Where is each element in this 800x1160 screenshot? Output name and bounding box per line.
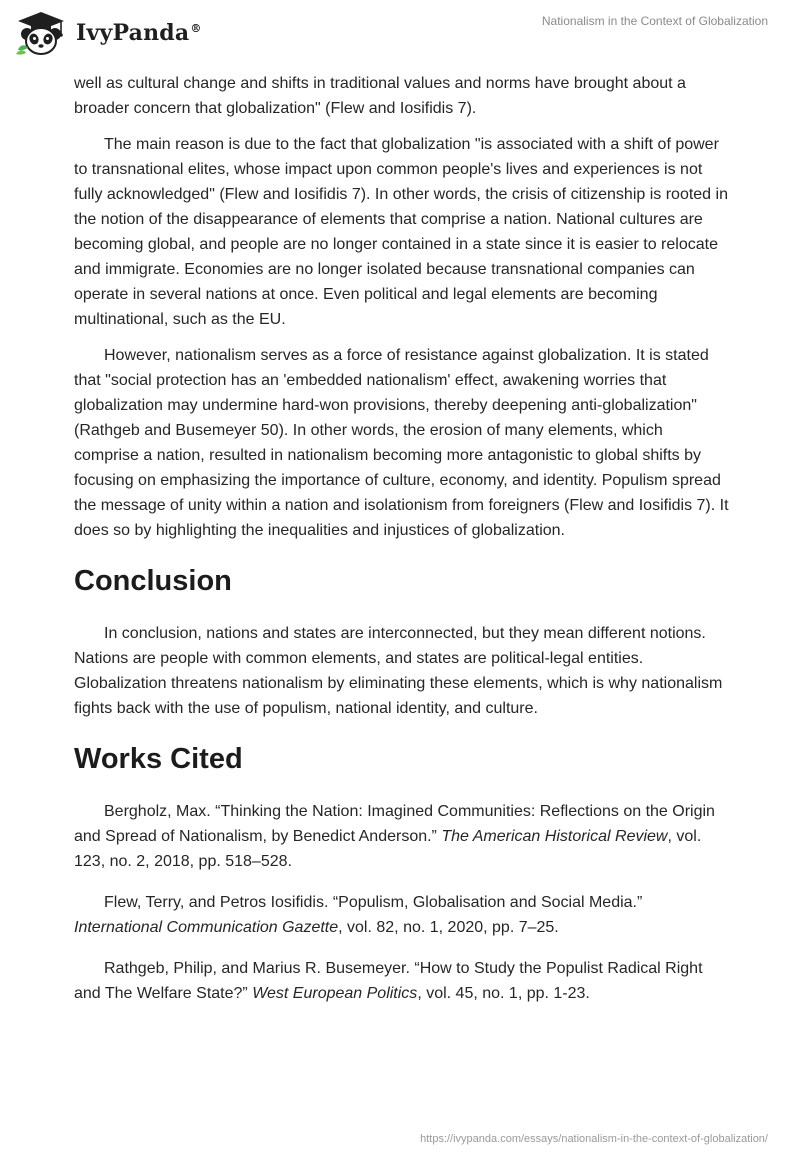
citation-source-title: The American Historical Review bbox=[441, 828, 668, 845]
source-url-link[interactable]: https://ivypanda.com/essays/nationalism-in-the-context-of-globalization/ bbox=[420, 1133, 768, 1145]
brand-name: IvyPanda® bbox=[76, 20, 202, 46]
paragraph-main-reason: The main reason is due to the fact that globalization "is associated with a shift of power to transnational elites, whose impact upon common people's lives and experiences is not fully acknowledged" (Flew and Iosifidis 7). In other words, the crisis of citizenship is rooted in the notion of the disappearance of elements that comprise a nation. National cultures are becoming global, and people are no longer contained in a state since it is easier to relocate and immigrate. Economies are no longer isolated because transnational companies can operate in several nations at once. Even political and legal elements are becoming multinational, such as the EU. bbox=[74, 136, 728, 328]
paragraph-resistance: However, nationalism serves as a force of resistance against globalization. It is stated that "social protection has an 'embedded nationalism' effect, awakening worries that globalization may undermine hard-won provisions, thereby deepening anti-globalization" (Rathgeb and Busemeyer 50). In other words, the erosion of many elements, which comprise a nation, resulted in nationalism becoming more antagonistic to global shifts by focusing on emphasizing the importance of culture, economy, and identity. Populism spread the message of unity within a nation and isolationism from foreigners (Flew and Iosifidis 7). It does so by highlighting the inequalities and injustices of globalization. bbox=[74, 347, 729, 539]
essay-content bbox=[74, 71, 730, 1022]
conclusion-heading: Conclusion bbox=[74, 565, 232, 597]
page-header bbox=[0, 0, 800, 70]
panda-graduate-icon bbox=[14, 10, 68, 56]
citation-entry: Flew, Terry, and Petros Iosifidis. “Populism, Globalisation and Social Media.” International Communication Gazette, vol. 82, no. 1, 2020, pp. 7–25. bbox=[74, 894, 643, 936]
ivypanda-logo[interactable] bbox=[14, 8, 202, 58]
paragraph-continuation: well as cultural change and shifts in traditional values and norms have brought about a broader concern that globalization" (Flew and Iosifidis 7). bbox=[74, 75, 686, 117]
conclusion-paragraph: In conclusion, nations and states are interconnected, but they mean different notions. Nations are people with common elements, and states are political-legal entities. Globalization threatens nationalism by eliminating these elements, which is why nationalism fights back with the use of populism, national identity, and culture. bbox=[74, 625, 723, 717]
citation-source-title: International Communication Gazette bbox=[74, 919, 339, 936]
citation-source-title: West European Politics bbox=[252, 985, 418, 1002]
citation-entry: Rathgeb, Philip, and Marius R. Busemeyer. “How to Study the Populist Radical Right and The Welfare State?” West European Politics, vol. 45, no. 1, pp. 1-23. bbox=[74, 960, 703, 1002]
citation-entry: Bergholz, Max. “Thinking the Nation: Imagined Communities: Reflections on the Origin and Spread of Nationalism, by Benedict Anderson.” The American Historical Review, vol. 123, no. 2, 2018, pp. 518–528. bbox=[74, 803, 715, 870]
document-title: Nationalism in the Context of Globalization bbox=[541, 14, 768, 28]
works-cited-heading: Works Cited bbox=[74, 743, 243, 775]
